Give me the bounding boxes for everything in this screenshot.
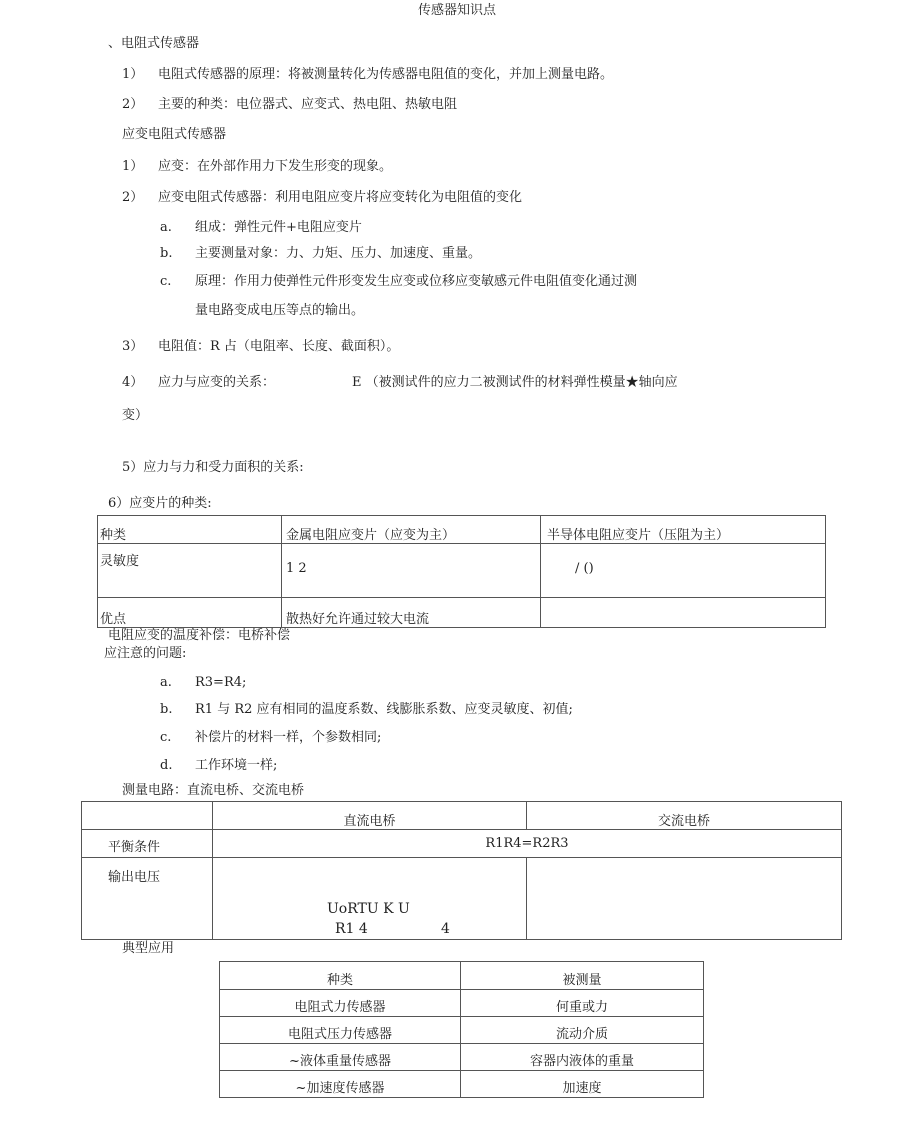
page-title: 传感器知识点	[418, 3, 497, 18]
comp-item: R3=R4;	[195, 675, 247, 690]
sub-letter: d.	[160, 758, 173, 773]
metal-sensitivity: 1 2	[286, 561, 307, 576]
list-item-types: 主要的种类：电位器式、应变式、热电阻、热敏电阻	[158, 97, 458, 112]
header-ac-bridge: 交流电桥	[657, 814, 710, 829]
dc-output-formula-sub: 4	[441, 921, 450, 937]
table-cell: 容器内液体的重量	[461, 1044, 704, 1071]
comp-item: 工作环境一样;	[195, 758, 278, 773]
sub-item-principle: 原理：作用力使弹性元件形变发生应变或位移应变敏感元件电阻值变化通过测	[195, 274, 638, 289]
stress-strain-formula-cont: 变）	[122, 408, 149, 423]
semi-sensitivity: / ()	[575, 561, 594, 576]
gauge-type-table	[97, 515, 826, 628]
table-header-cell	[541, 516, 826, 544]
header-type: 种类	[100, 528, 127, 543]
bridge-table	[81, 801, 842, 940]
table-cell: 流动介质	[461, 1017, 704, 1044]
table-row	[220, 990, 704, 1017]
row-label-advantage: 优点	[100, 612, 127, 627]
table-cell	[98, 544, 282, 598]
temp-comp-subheading: 应注意的问题:	[104, 646, 187, 661]
sub-item-principle-cont: 量电路变成电压等点的输出。	[195, 303, 365, 318]
list-item-principle: 电阻式传感器的原理：将被测量转化为传感器电阻值的变化，并加上测量电路。	[158, 67, 614, 82]
dc-output-formula: UoRTU K U	[327, 901, 410, 917]
stress-strain-formula: E （被测试件的应力二被测试件的材料弹性模量★轴向应	[352, 375, 678, 390]
table-header-cell	[82, 802, 213, 830]
row-label-output: 输出电压	[108, 870, 161, 885]
table-row	[220, 1017, 704, 1044]
list-number: 4）	[122, 375, 144, 390]
list-item-gauge-types: 6）应变片的种类:	[108, 496, 212, 511]
comp-item: 补偿片的材料一样，个参数相同;	[195, 730, 382, 745]
table-cell: 何重或力	[461, 990, 704, 1017]
list-item-stress-force: 5）应力与力和受力面积的关系:	[122, 460, 304, 475]
sub-item-targets: 主要测量对象：力、力矩、压力、加速度、重量。	[195, 246, 482, 261]
list-item-strain: 应变：在外部作用力下发生形变的现象。	[158, 159, 393, 174]
section-heading-resistive-sensor: 、电阻式传感器	[108, 36, 200, 51]
table-row	[220, 1044, 704, 1071]
metal-advantage: 散热好允许通过较大电流	[286, 612, 430, 627]
sub-letter: b.	[160, 246, 173, 261]
list-item-resistance: 电阻值：R 占（电阻率、长度、截面积）。	[158, 339, 400, 354]
balance-condition: R1R4=R2R3	[485, 836, 569, 851]
list-number: 1）	[122, 67, 144, 82]
temp-comp-heading: 电阻应变的温度补偿：电桥补偿	[108, 628, 291, 643]
sub-letter: c.	[160, 730, 172, 745]
table-cell: ~加速度传感器	[220, 1071, 461, 1098]
table-cell	[527, 858, 842, 940]
table-cell	[82, 858, 213, 940]
table-cell: 电阻式力传感器	[220, 990, 461, 1017]
table-cell	[82, 830, 213, 858]
table-cell	[213, 858, 527, 940]
list-number: 2）	[122, 190, 144, 205]
table-cell	[541, 544, 826, 598]
sub-letter: a.	[160, 220, 172, 235]
table-header-cell	[98, 516, 282, 544]
sub-letter: c.	[160, 274, 172, 289]
table-cell: 电阻式压力传感器	[220, 1017, 461, 1044]
list-number: 1）	[122, 159, 144, 174]
header-measurand: 被测量	[562, 973, 602, 988]
sub-letter: b.	[160, 702, 173, 717]
typical-apps-table	[219, 961, 704, 1098]
typical-apps-heading: 典型应用	[122, 941, 175, 956]
list-number: 2）	[122, 97, 144, 112]
comp-item: R1 与 R2 应有相同的温度系数、线膨胀系数、应变灵敏度、初值;	[195, 702, 573, 717]
table-cell: 加速度	[461, 1071, 704, 1098]
table-cell	[541, 598, 826, 628]
header-metal: 金属电阻应变片（应变为主）	[286, 528, 456, 543]
table-header-cell	[461, 962, 704, 990]
table-cell	[98, 598, 282, 628]
table-header-cell	[282, 516, 541, 544]
list-item-strain-sensor: 应变电阻式传感器：利用电阻应变片将应变转化为电阻值的变化	[158, 190, 523, 205]
header-semiconductor: 半导体电阻应变片（压阻为主）	[547, 528, 730, 543]
table-cell: ~液体重量传感器	[220, 1044, 461, 1071]
measure-circuit-heading: 测量电路：直流电桥、交流电桥	[122, 783, 305, 798]
row-label-balance: 平衡条件	[108, 840, 161, 855]
table-header-cell	[213, 802, 527, 830]
table-cell	[282, 598, 541, 628]
section-heading-strain-sensor: 应变电阻式传感器	[122, 127, 227, 142]
table-header-cell	[527, 802, 842, 830]
list-number: 3）	[122, 339, 144, 354]
row-label-sensitivity: 灵敏度	[100, 554, 140, 569]
dc-output-formula-sub: R1 4	[335, 921, 368, 937]
table-cell	[213, 830, 842, 858]
sub-letter: a.	[160, 675, 172, 690]
table-row	[220, 1071, 704, 1098]
list-item-stress-strain: 应力与应变的关系：	[158, 375, 276, 390]
header-dc-bridge: 直流电桥	[343, 814, 396, 829]
table-cell	[282, 544, 541, 598]
header-type: 种类	[326, 973, 353, 988]
sub-item-composition: 组成：弹性元件+电阻应变片	[195, 220, 362, 235]
table-header-cell	[220, 962, 461, 990]
